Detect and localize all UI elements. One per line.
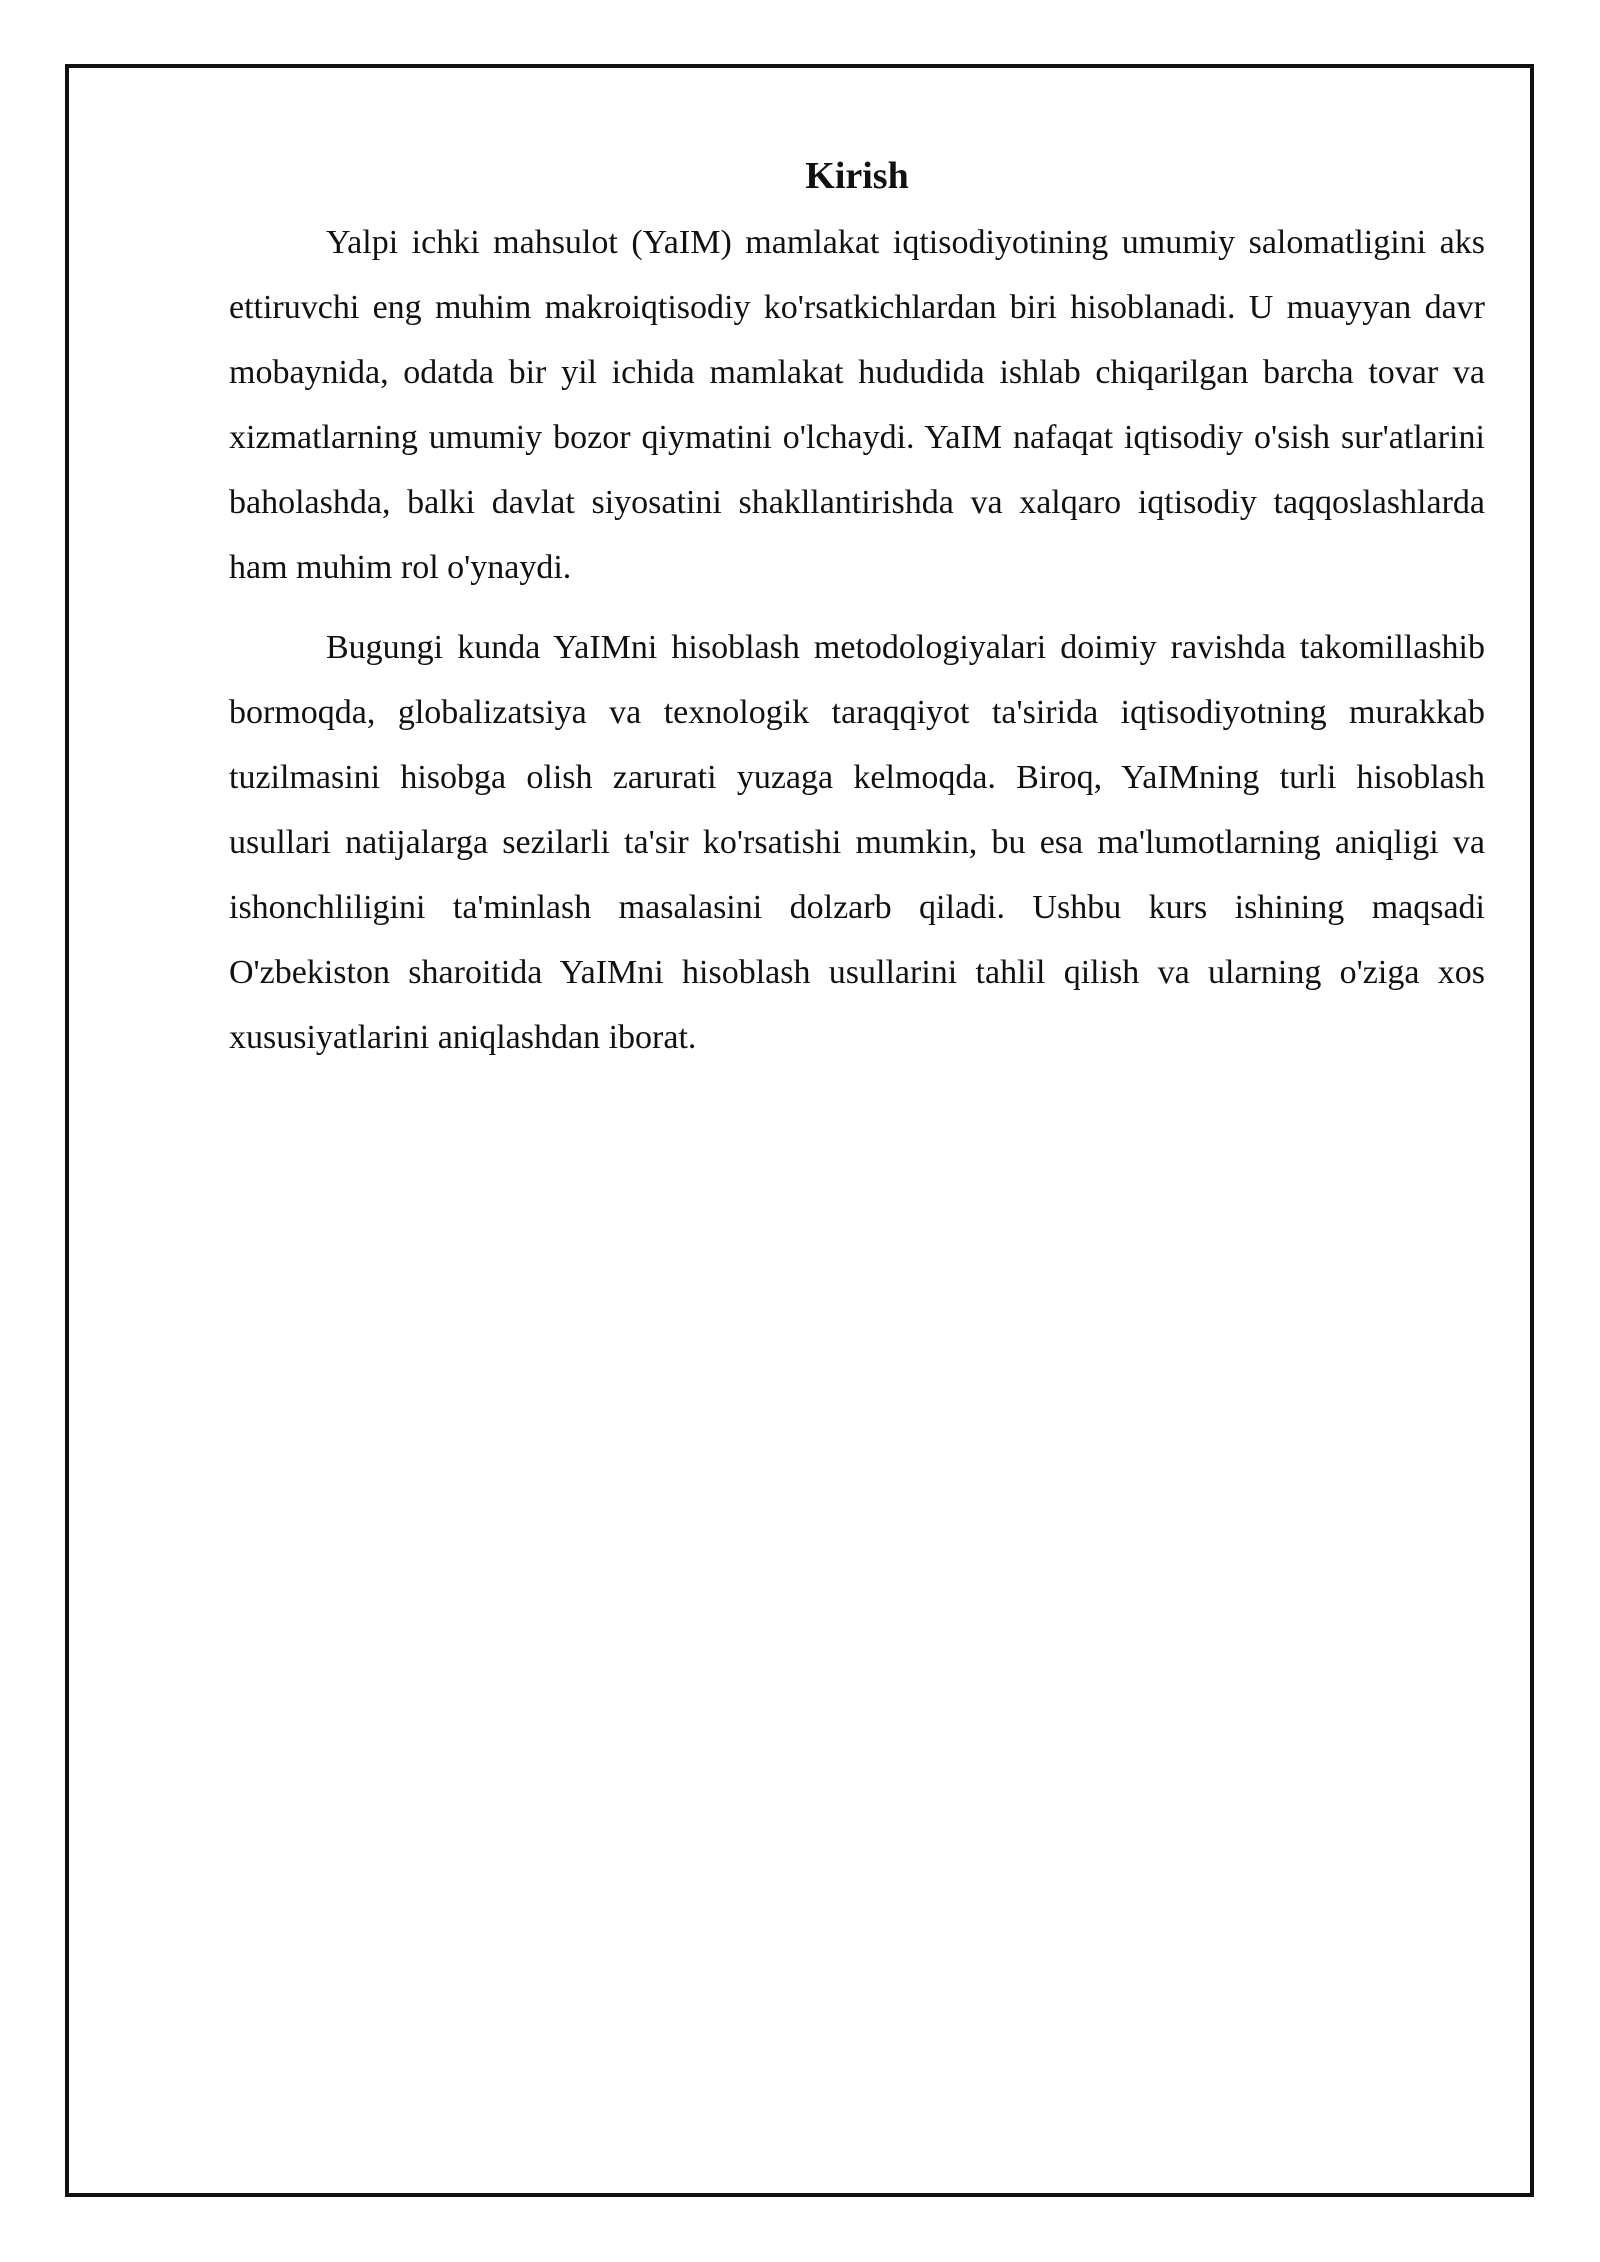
paragraph-intro: Yalpi ichki mahsulot (YaIM) mamlakat iqtisodiyotining umumiy salomatligini aks ettiruvchi eng muhim makroiqtisodiy ko'rsatkichlardan biri hisoblanadi. U muayyan davr mobaynida, odatda bir yil ichida mamlakat hududida ishlab chiqarilgan barcha tovar va xizmatlarning umumiy bozor qiymatini o'lchaydi. YaIM nafaqat iqtisodiy o'sish sur'atlarini baholashda, balki davlat siyosatini shakllantirishda va xalqaro iqtisodiy taqqoslashlarda ham muhim rol o'ynaydi. [229,224,1485,586]
document-body [229,148,1485,1085]
paragraph-purpose: Bugungi kunda YaIMni hisoblash metodologiyalari doimiy ravishda takomillashib bormoqda, globalizatsiya va texnologik taraqqiyot ta'sirida iqtisodiyotning murakkab tuzilmasini hisobga olish zarurati yuzaga kelmoqda. Biroq, YaIMning turli hisoblash usullari natijalarga sezilarli ta'sir ko'rsatishi mumkin, bu esa ma'lumotlarning aniqligi va ishonchliligini ta'minlash masalasini dolzarb qiladi. Ushbu kurs ishining maqsadi O'zbekiston sharoitida YaIMni hisoblash usullarini tahlil qilish va ularning o'ziga xos xususiyatlarini aniqlashdan iborat. [229,629,1485,1056]
section-heading: Kirish [805,155,909,197]
